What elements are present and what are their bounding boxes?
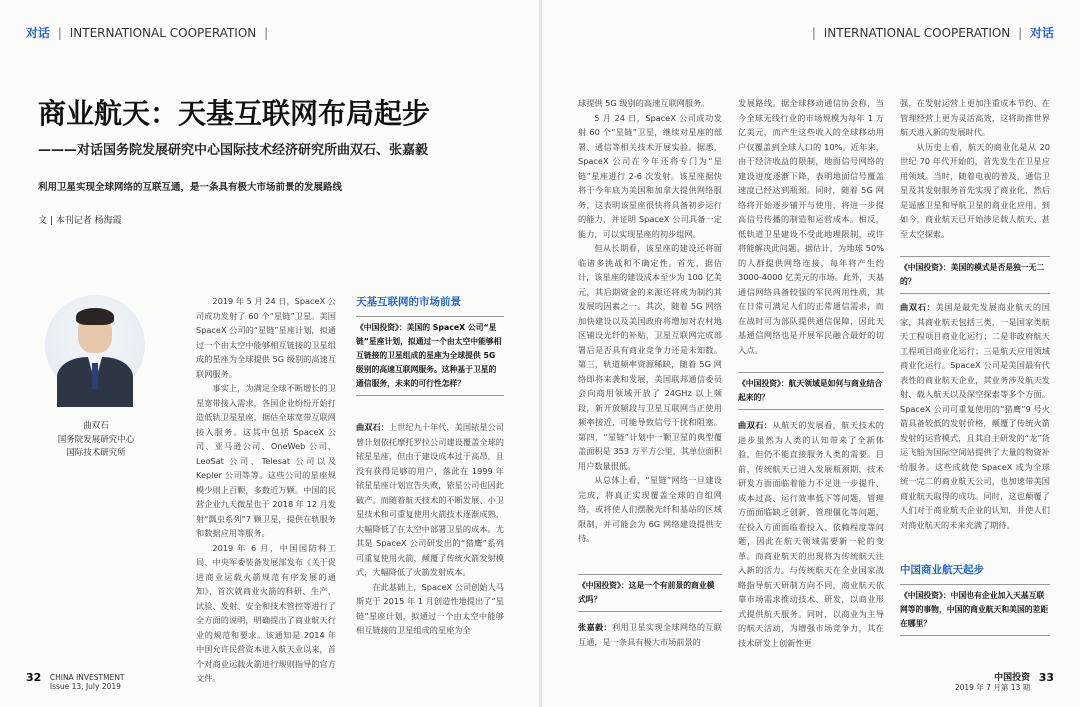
text-column-2 [356, 420, 504, 672]
text-column-4-answer [738, 418, 884, 672]
magazine-issue: Issue 13, July 2019 [49, 682, 121, 691]
header-tag-right: 对话 [1029, 26, 1054, 40]
header-divider: | [57, 26, 62, 40]
answer-text: 从航天的发展看，航天技术的进步虽然为人类的认知带来了全新体验，但仍不能直接服务人类的需要。目前，传统航天已进入发展瓶颈期，技术研发方面面临着能力不足进一步提升、成本过高、运行效率低下等问题，管理方面面临缺乏创新、管理僵化等问题，在投入方面面临着投入、依赖程度等问题，因此在航天领域需要新一轮的变革。而商业航天的出现将为传统航天注入新的活力。与传统航天在全业国家战略指导航天研制方向不同，商业航天依靠市场需求推动技术、研发，以商业形式提供航天服务。同时，以商业为主导的航天活动，为增强市场竞争力，其在技术研发上创新性更 [738, 420, 884, 648]
speaker-label: 曲双石： [900, 302, 936, 312]
paragraph: 发展路线。据全球移动通信协会称，当今全球无线行业的市场规模为每年 1 万亿美元，而产生这些收入的全球移动用户仅覆盖到全球人口的 10%。近年来，由于经济收益的限制，地面信号网络的建设进度逐渐下降，表明地面信号覆盖速度已经达到瓶颈。同时，随着 5G 网络将开始逐步铺开与使用，将进一步提高信号传播的制造和运营成本。相反，低轨道卫星建设不受此地理限制，或许将能解决此问题。据估计，为地球 50% 的人群提供网络连接，每年将产生约 3000-4000 亿美元的市场。此外，天基通信网络具备较强的军民两用性质，其在日常可满足人们的正常通信需求，而在战时可为部队提供通信保障，因此天基通信网络也是开展军民融合最好的切入点。 [738, 98, 884, 355]
magazine-name: CHINA INVESTMENT [49, 673, 125, 682]
answer-text: 美国是最先发展商业航天的国家，其商业航天包括三类，一是国家类航天工程项目商业化运行；二是非政府航天工程项目商业化运行；三是航天应用领域商业化运行。SpaceX 公司是美国最有代表性的商业航天企业，其业务涉及航天发射、载人航天以及深空探索等多个方面。SpaceX 公司可重复使用的“猎鹰”9 号火箭具备较低的发射价格，颠覆了传统火箭发射的运营模式，且其自主研发的“龙”货运飞船为国际空间站提供了大量的物资补给服务。这些成就使 SpaceX 成为全球统一完二的商业航天公司，也加速带美国商业航天取得的成功。同时，这也颠覆了人们对于商业航天企业的认知，并使人们对商业航天的未来充满了期待。 [900, 302, 1050, 530]
question-box: 《中国投资》：航天领域是如何与商业结合起来的？ [738, 372, 884, 410]
question-box: 《中国投资》：中国也有企业加入天基互联网等的事物，中国的商业航天和美国的差距在哪里？ [900, 584, 1050, 636]
question-box: 《中国投资》：这是一个有前景的商业模式吗？ [578, 574, 722, 612]
answer-text: 上世纪九十年代，美国铱星公司曾计划依托摩托罗拉公司建设覆盖全球的铱星星座，但由于建设成本过于高昂，且没有获得足够的用户，落此在 1999 年铱星星座计划宣告失败，铱星公司也因此破产。而随着航天技术的不断发展、小卫星技术和可重复使用火箭技术逐渐成熟，大幅降低了在太空中部署卫星的成本。尤其是 SpaceX 公司研发出的“猎鹰”系列可重复使用火箭，颠覆了传统火箭发射模式，大幅降低了火箭发射成本。 [356, 422, 504, 577]
text-column-5-answer [900, 300, 1050, 552]
magazine-info-left [50, 673, 125, 691]
paragraph: 但从长期看，该星座的建设还将面临诸多挑战和不确定性。首先，据估计，该星座的建设成本至少为 100 亿美元，其后期资金的来源还将成为制约其发展的因素之一。其次，随着 5G 网络加快建设以及美国政府将增加对农村地区铺设光纤的补贴，卫星互联网完成部署后是否具有商业竞争力还是未知数。第三，轨道频率资源稀缺，随着 5G 网络即将来袭和发展，美国联邦通信委员会向商用领域开放了 24GHz 以上频段，新开放频段与卫星互联网当正使用频率接近，可能导致信号干扰和阻塞。第四，“星链”计划中一颗卫星的典型覆盖面积是 353 万平方公里，其单位面积用户数量很低。 [578, 243, 722, 471]
article-lead: 利用卫星实现全球网络的互联互通，是一条具有极大市场前景的发展路线 [38, 182, 343, 193]
magazine-info-right [955, 673, 1030, 692]
left-page-footer [26, 673, 125, 691]
paragraph: 球提供 5G 级别的高速互联网服务。 [578, 98, 710, 108]
paragraph: 从历史上看，航天的商业化是从 20 世纪 70 年代开始的，首先发生在卫星应用领域。当时，随着电视的普及，通信卫星及其发射服务首先实现了商业化，然后是遥感卫星和导航卫星的商业化应用。到如今，商业航天已开始涉足载人航天、甚至太空探索。 [900, 141, 1050, 239]
paragraph: 5 月 24 日，SpaceX 公司成功发射 60 个“星链”卫星，继续对星座的部署、通信等相关技术开展实验。据悉，SpaceX 公司在今年还将专门为“星链”星座进行 2-6 次发射。该星座据快将于今年底为美国和加拿大提供网络服务，这表明该星座很快将具备初步运行的能力，并证明 SpaceX 公司具备一定能力，可以实现星座的初步组网。 [578, 112, 722, 239]
header-title-right: INTERNATIONAL COOPERATION [823, 26, 1011, 40]
page-number-right: 33 [1038, 671, 1054, 684]
answer-paragraph [356, 420, 504, 580]
caption-org-line1: 国务院发展研究中心 [57, 434, 135, 445]
answer-text: 利用卫星实现全球网络的互联互通，是一条具有极大市场前景的 [578, 622, 722, 647]
paragraph: 2019 年 6 月，中国国防科工局、中央军委装备发展部发布《关于促进商业运载火箭规范有序发展的通知》，首次就商业火箭的科研、生产、试验、发射、安全和技术管控等进行了全方面的说明，明确提出了商业航天行业的规范和要求。该通知是 2014 年中国允许民营资本进入航天业以来，首个对商业运载火箭进行规则指导的官方文件。 [196, 542, 336, 683]
question-box: 《中国投资》：美国的 SpaceX 公司“星链”星座计划，拟通过一个由太空中能够相互链接的卫星组成的星座为全球提供 5G 级别的高速互联网服务。这种基于卫星的通信服务，未来的可行性怎样？ [356, 316, 504, 396]
interviewee-portrait [45, 295, 145, 395]
portrait-tie [92, 363, 98, 389]
page-number-left: 32 [26, 671, 42, 684]
caption-name: 曲双石 [83, 421, 109, 431]
portrait-caption [40, 420, 152, 461]
section-heading-market: 天基互联网的市场前景 [356, 296, 461, 308]
left-page-header [26, 24, 272, 41]
section-heading-china: 中国商业航天起步 [900, 564, 984, 576]
text-column-4 [738, 96, 884, 366]
text-column-3 [578, 96, 722, 572]
header-divider: | [264, 26, 269, 40]
right-page-header [808, 24, 1054, 41]
page-gutter [539, 0, 542, 707]
answer-paragraph [578, 620, 722, 649]
question-box: 《中国投资》：美国的模式是否是独一无二的？ [900, 256, 1050, 294]
speaker-label: 张嘉毅： [578, 622, 612, 632]
caption-org-line2: 国际技术研究所 [66, 448, 126, 459]
right-page-footer [955, 673, 1054, 692]
header-title-left: INTERNATIONAL COOPERATION [69, 26, 257, 40]
article-byline: 文 | 本刊记者 杨海霞 [38, 216, 122, 226]
text-column-3-answer [578, 620, 722, 672]
article-subtitle: ———对话国务院发展研究中心国际技术经济研究所曲双石、张嘉毅 [38, 143, 429, 158]
paragraph: 从总体上看，“星链”网络一旦建设完成，将真正实现覆盖全球的自组网络，或将使人们摆脱光纤和基站的区域限制，并可能会为 6G 网络建设提供支持。 [578, 475, 722, 543]
speaker-label: 曲双石： [738, 420, 773, 430]
magazine-issue-cn: 2019 年 7 月第 13 期 [954, 683, 1031, 692]
portrait-hair [76, 308, 114, 325]
speaker-label: 曲双石： [356, 422, 389, 432]
header-divider: | [811, 26, 816, 40]
magazine-logo: 中国投资 [994, 673, 1031, 683]
paragraph: 事实上，为满足全球不断增长的卫星宽带接入需求，各国企业纷纷开始打造低轨卫星星座，据估全球宽带互联网接入服务。这其中包括 SpaceX 公司、亚马逊公司、OneWeb 公司、LeoSat 公司、Telesat 公司以及 Kepler 公司等等。这些公司的星座规模少则上百颗，多数近万颗。中国的民营企业九天微星也于 2018 年 12 月发射“瓢虫系列”7 颗卫星，提供在轨服务和数据应用等服务。 [196, 383, 336, 538]
text-column-5 [900, 96, 1050, 246]
paragraph: 强，在发射运营上更加注重成本节约、在管理经营上更为灵活高效，这将助推世界航天进入新的发展时代。 [900, 98, 1050, 137]
answer-paragraph [900, 300, 1050, 532]
paragraph: 在此基础上，SpaceX 公司创始人马斯克于 2015 年 1 月创造性地提出了“星链”星座计划，拟通过一个由太空中能够相互链接的卫星组成的星座为全 [356, 581, 504, 635]
text-column-1 [196, 294, 336, 683]
article-title: 商业航天：天基互联网布局起步 [38, 97, 431, 130]
answer-paragraph [738, 418, 884, 650]
header-divider: | [1018, 26, 1023, 40]
paragraph: 2019 年 5 月 24 日，SpaceX 公司成功发射了 60 个“星链”卫星。美国 SpaceX 公司的“星链”星座计划，拟通过一个由太空中能够相互链接的卫星组成的星座为全球提供 5G 级别的高速互联网服务。 [196, 296, 336, 379]
header-tag-left: 对话 [26, 26, 51, 40]
